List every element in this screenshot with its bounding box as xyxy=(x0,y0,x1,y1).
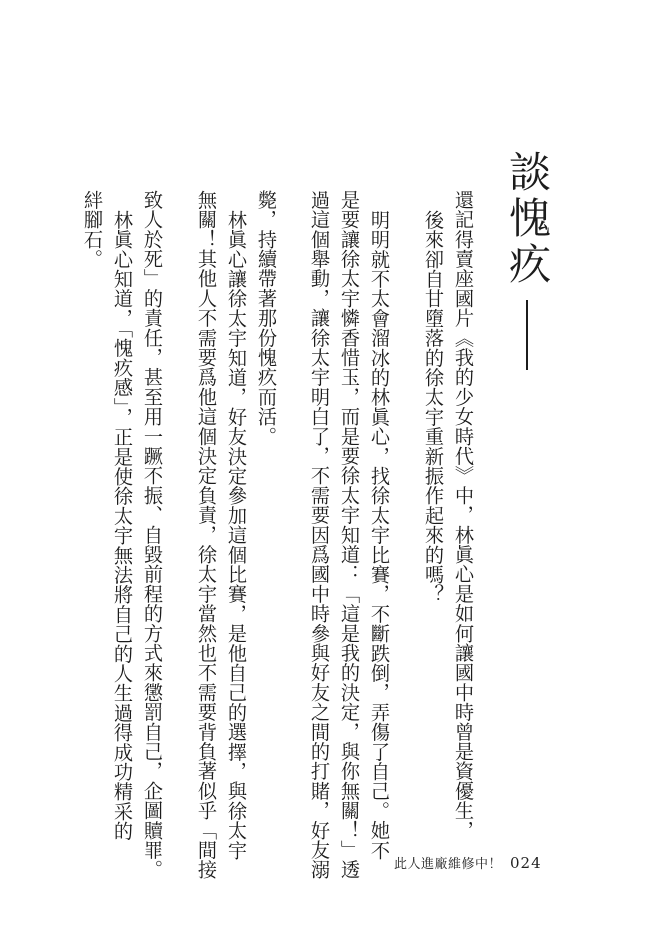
text-column-10: 林眞心知道，「愧疚感」，正是使徐太宇無法將自己的人生過得成功精采的 xyxy=(111,210,134,841)
text-column-4: 是要讓徐太宇憐香惜玉，而是要徐太宇知道：「這是我的決定，與你無關！」透 xyxy=(338,190,361,880)
running-title: 此人進廠維修中！ xyxy=(394,857,503,872)
text-column-2: 後來卻自甘墮落的徐太宇重新振作起來的嗎？ xyxy=(422,210,445,604)
page-footer xyxy=(394,853,542,872)
title-dash-rule xyxy=(526,300,528,370)
text-column-5: 過這個舉動，讓徐太宇明白了，不需要因爲國中時參與好友之間的打賭，好友溺 xyxy=(308,190,331,880)
text-column-7: 林眞心讓徐太宇知道，好友決定參加這個比賽，是他自己的選擇，與徐太宇 xyxy=(225,210,248,861)
chapter-title: 談愧疚 xyxy=(503,150,552,288)
text-column-3: 明明就不太會溜冰的林眞心，找徐太宇比賽，不斷跌倒，弄傷了自己。她不 xyxy=(368,210,391,861)
text-column-9: 致人於死」的責任，甚至用一蹶不振、自毀前程的方式來懲罰自己，企圖贖罪。 xyxy=(141,190,164,880)
text-column-6: 斃，持續帶著那份愧疚而活。 xyxy=(255,190,278,447)
text-column-8: 無關！其他人不需要爲他這個決定負責，徐太宇當然也不需要背負著似乎「間接 xyxy=(195,190,218,880)
page-number: 024 xyxy=(510,854,542,872)
text-column-1: 還記得賣座國片《我的少女時代》中，林眞心是如何讓國中時曾是資優生， xyxy=(452,190,475,841)
text-column-11: 絆腳石。 xyxy=(81,190,104,269)
